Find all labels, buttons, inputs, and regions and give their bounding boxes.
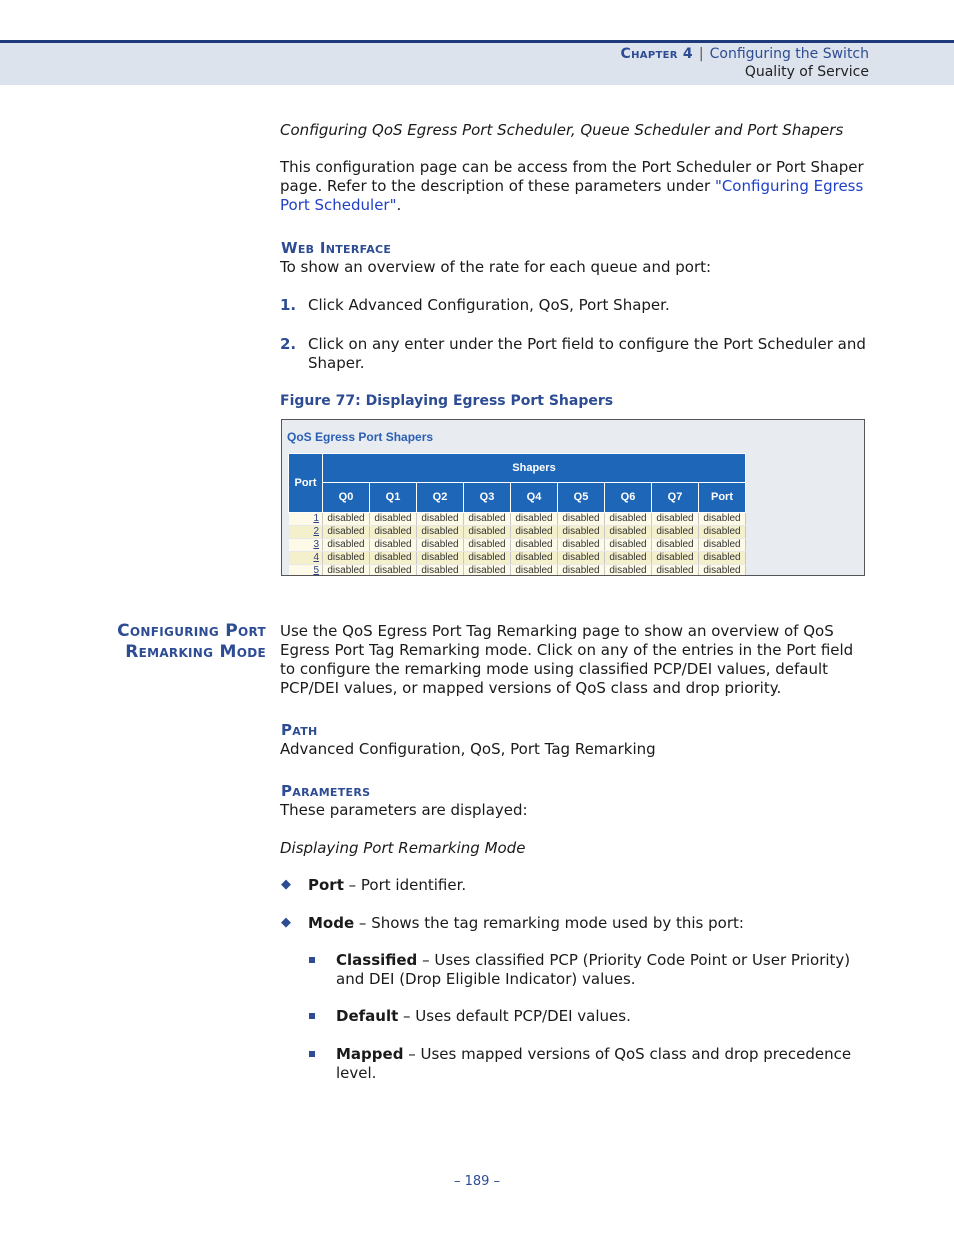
scheduler-link[interactable]: "Configuring Egress Port Scheduler"	[280, 177, 864, 214]
port-link[interactable]: 2	[289, 526, 323, 539]
table-cell: disabled	[464, 565, 511, 577]
table-cell: disabled	[370, 552, 417, 565]
section-heading	[96, 621, 266, 663]
sub-bullet-item	[336, 1007, 874, 1026]
parameters-subheading: Displaying Port Remarking Mode	[280, 839, 526, 857]
chapter-label: Chapter 4	[620, 46, 693, 62]
port-column-header: Port	[289, 454, 323, 513]
step-number: 1.	[280, 296, 297, 314]
table-cell: disabled	[464, 539, 511, 552]
table-cell: disabled	[605, 539, 652, 552]
header-separator: |	[698, 46, 704, 62]
column-header: Q4	[511, 482, 558, 512]
table-cell: disabled	[652, 539, 699, 552]
table-cell: disabled	[699, 565, 746, 577]
shapers-group-header: Shapers	[323, 454, 746, 483]
column-header: Q7	[652, 482, 699, 512]
web-interface-text: To show an overview of the rate for each queue and port:	[280, 258, 712, 276]
table-cell: disabled	[370, 565, 417, 577]
diamond-bullet-icon: ◆	[281, 877, 291, 892]
column-header: Q3	[464, 482, 511, 512]
table-cell: disabled	[605, 552, 652, 565]
table-cell: disabled	[605, 513, 652, 526]
section-title: Quality of Service	[744, 64, 869, 80]
table-cell: disabled	[511, 539, 558, 552]
table-row	[289, 552, 746, 565]
path-heading: Path	[281, 721, 318, 739]
shapers-table	[288, 453, 746, 576]
table-cell: disabled	[511, 552, 558, 565]
chapter-title: Configuring the Switch	[709, 46, 869, 62]
bullet-term: Mapped	[336, 1045, 404, 1063]
step-text: Click Advanced Configuration, QoS, Port Shaper.	[308, 296, 670, 314]
table-row	[289, 539, 746, 552]
table-cell: disabled	[464, 552, 511, 565]
intro-text: This configuration page can be access from the Port Scheduler or Port Shaper page. Refer to the description of these parameters under	[280, 158, 864, 195]
table-cell: disabled	[699, 526, 746, 539]
step-text: Click on any enter under the Port field to configure the Port Scheduler and Shaper.	[308, 335, 866, 372]
table-cell: disabled	[558, 513, 605, 526]
web-interface-heading: Web Interface	[281, 239, 392, 257]
column-header: Q0	[323, 482, 370, 512]
table-cell: disabled	[511, 565, 558, 577]
table-cell: disabled	[558, 552, 605, 565]
table-cell: disabled	[652, 552, 699, 565]
table-cell: disabled	[652, 526, 699, 539]
port-link[interactable]: 3	[289, 539, 323, 552]
bullet-desc: – Shows the tag remarking mode used by this port:	[354, 914, 744, 932]
square-bullet-icon	[309, 1051, 315, 1057]
panel-title: QoS Egress Port Shapers	[287, 430, 434, 444]
table-cell: disabled	[558, 526, 605, 539]
port-link[interactable]: 5	[289, 565, 323, 577]
path-text: Advanced Configuration, QoS, Port Tag Remarking	[280, 740, 656, 758]
bullet-term: Port	[308, 876, 344, 894]
bullet-desc: – Port identifier.	[343, 876, 467, 894]
bullet-item	[308, 876, 874, 895]
table-cell: disabled	[323, 526, 370, 539]
diamond-bullet-icon: ◆	[281, 915, 291, 930]
table-cell: disabled	[464, 526, 511, 539]
column-header: Q5	[558, 482, 605, 512]
bullet-item	[308, 914, 874, 933]
table-row	[289, 526, 746, 539]
bullet-desc: – Uses default PCP/DEI values.	[398, 1007, 631, 1025]
table-cell: disabled	[323, 539, 370, 552]
table-cell: disabled	[370, 513, 417, 526]
table-cell: disabled	[417, 539, 464, 552]
square-bullet-icon	[309, 957, 315, 963]
table-cell: disabled	[652, 565, 699, 577]
column-header: Port	[699, 482, 746, 512]
intro-paragraph	[280, 158, 872, 215]
table-cell: disabled	[652, 513, 699, 526]
table-cell: disabled	[511, 526, 558, 539]
table-cell: disabled	[511, 513, 558, 526]
bullet-desc: – Uses classified PCP (Priority Code Point or User Priority) and DEI (Drop Eligible Indicator) values.	[336, 951, 851, 988]
table-cell: disabled	[605, 526, 652, 539]
intro-italic-heading: Configuring QoS Egress Port Scheduler, Queue Scheduler and Port Shapers	[280, 121, 844, 139]
step-number: 2.	[280, 335, 297, 353]
bullet-term: Default	[336, 1007, 399, 1025]
table-cell: disabled	[699, 552, 746, 565]
table-cell: disabled	[323, 565, 370, 577]
column-header: Q1	[370, 482, 417, 512]
page-number: – 189 –	[453, 1174, 501, 1189]
table-cell: disabled	[558, 565, 605, 577]
sub-bullet-item	[336, 1045, 874, 1083]
figure-screenshot	[281, 419, 865, 576]
bullet-term: Mode	[308, 914, 355, 932]
figure-caption: Figure 77: Displaying Egress Port Shapers	[280, 393, 614, 409]
table-cell: disabled	[370, 539, 417, 552]
table-row	[289, 513, 746, 526]
table-cell: disabled	[323, 552, 370, 565]
remarking-text: Use the QoS Egress Port Tag Remarking page to show an overview of QoS Egress Port Tag Remarking mode. Click on any of the entries in the Port field to configure the remarking mode using classified PCP/DEI values, default PCP/DEI values, or mapped versions of QoS class and drop priority.	[280, 622, 854, 697]
table-cell: disabled	[323, 513, 370, 526]
table-cell: disabled	[417, 552, 464, 565]
parameters-heading: Parameters	[281, 782, 371, 800]
table-cell: disabled	[417, 513, 464, 526]
section-heading-line: Remarking Mode	[125, 642, 266, 662]
bullet-term: Classified	[336, 951, 418, 969]
column-header: Q6	[605, 482, 652, 512]
section-heading-line: Configuring Port	[117, 621, 266, 641]
table-cell: disabled	[417, 526, 464, 539]
table-cell: disabled	[464, 513, 511, 526]
sub-bullet-item	[336, 951, 874, 989]
column-header: Q2	[417, 482, 464, 512]
running-header	[621, 46, 869, 62]
table-cell: disabled	[699, 513, 746, 526]
parameters-text: These parameters are displayed:	[280, 801, 528, 819]
table-cell: disabled	[558, 539, 605, 552]
bullet-desc: – Uses mapped versions of QoS class and drop precedence level.	[336, 1045, 852, 1082]
table-cell: disabled	[370, 526, 417, 539]
table-cell: disabled	[699, 539, 746, 552]
table-cell: disabled	[417, 565, 464, 577]
table-row	[289, 565, 746, 577]
intro-end: .	[396, 196, 402, 214]
port-link[interactable]: 4	[289, 552, 323, 565]
table-cell: disabled	[605, 565, 652, 577]
square-bullet-icon	[309, 1013, 315, 1019]
port-link[interactable]: 1	[289, 513, 323, 526]
